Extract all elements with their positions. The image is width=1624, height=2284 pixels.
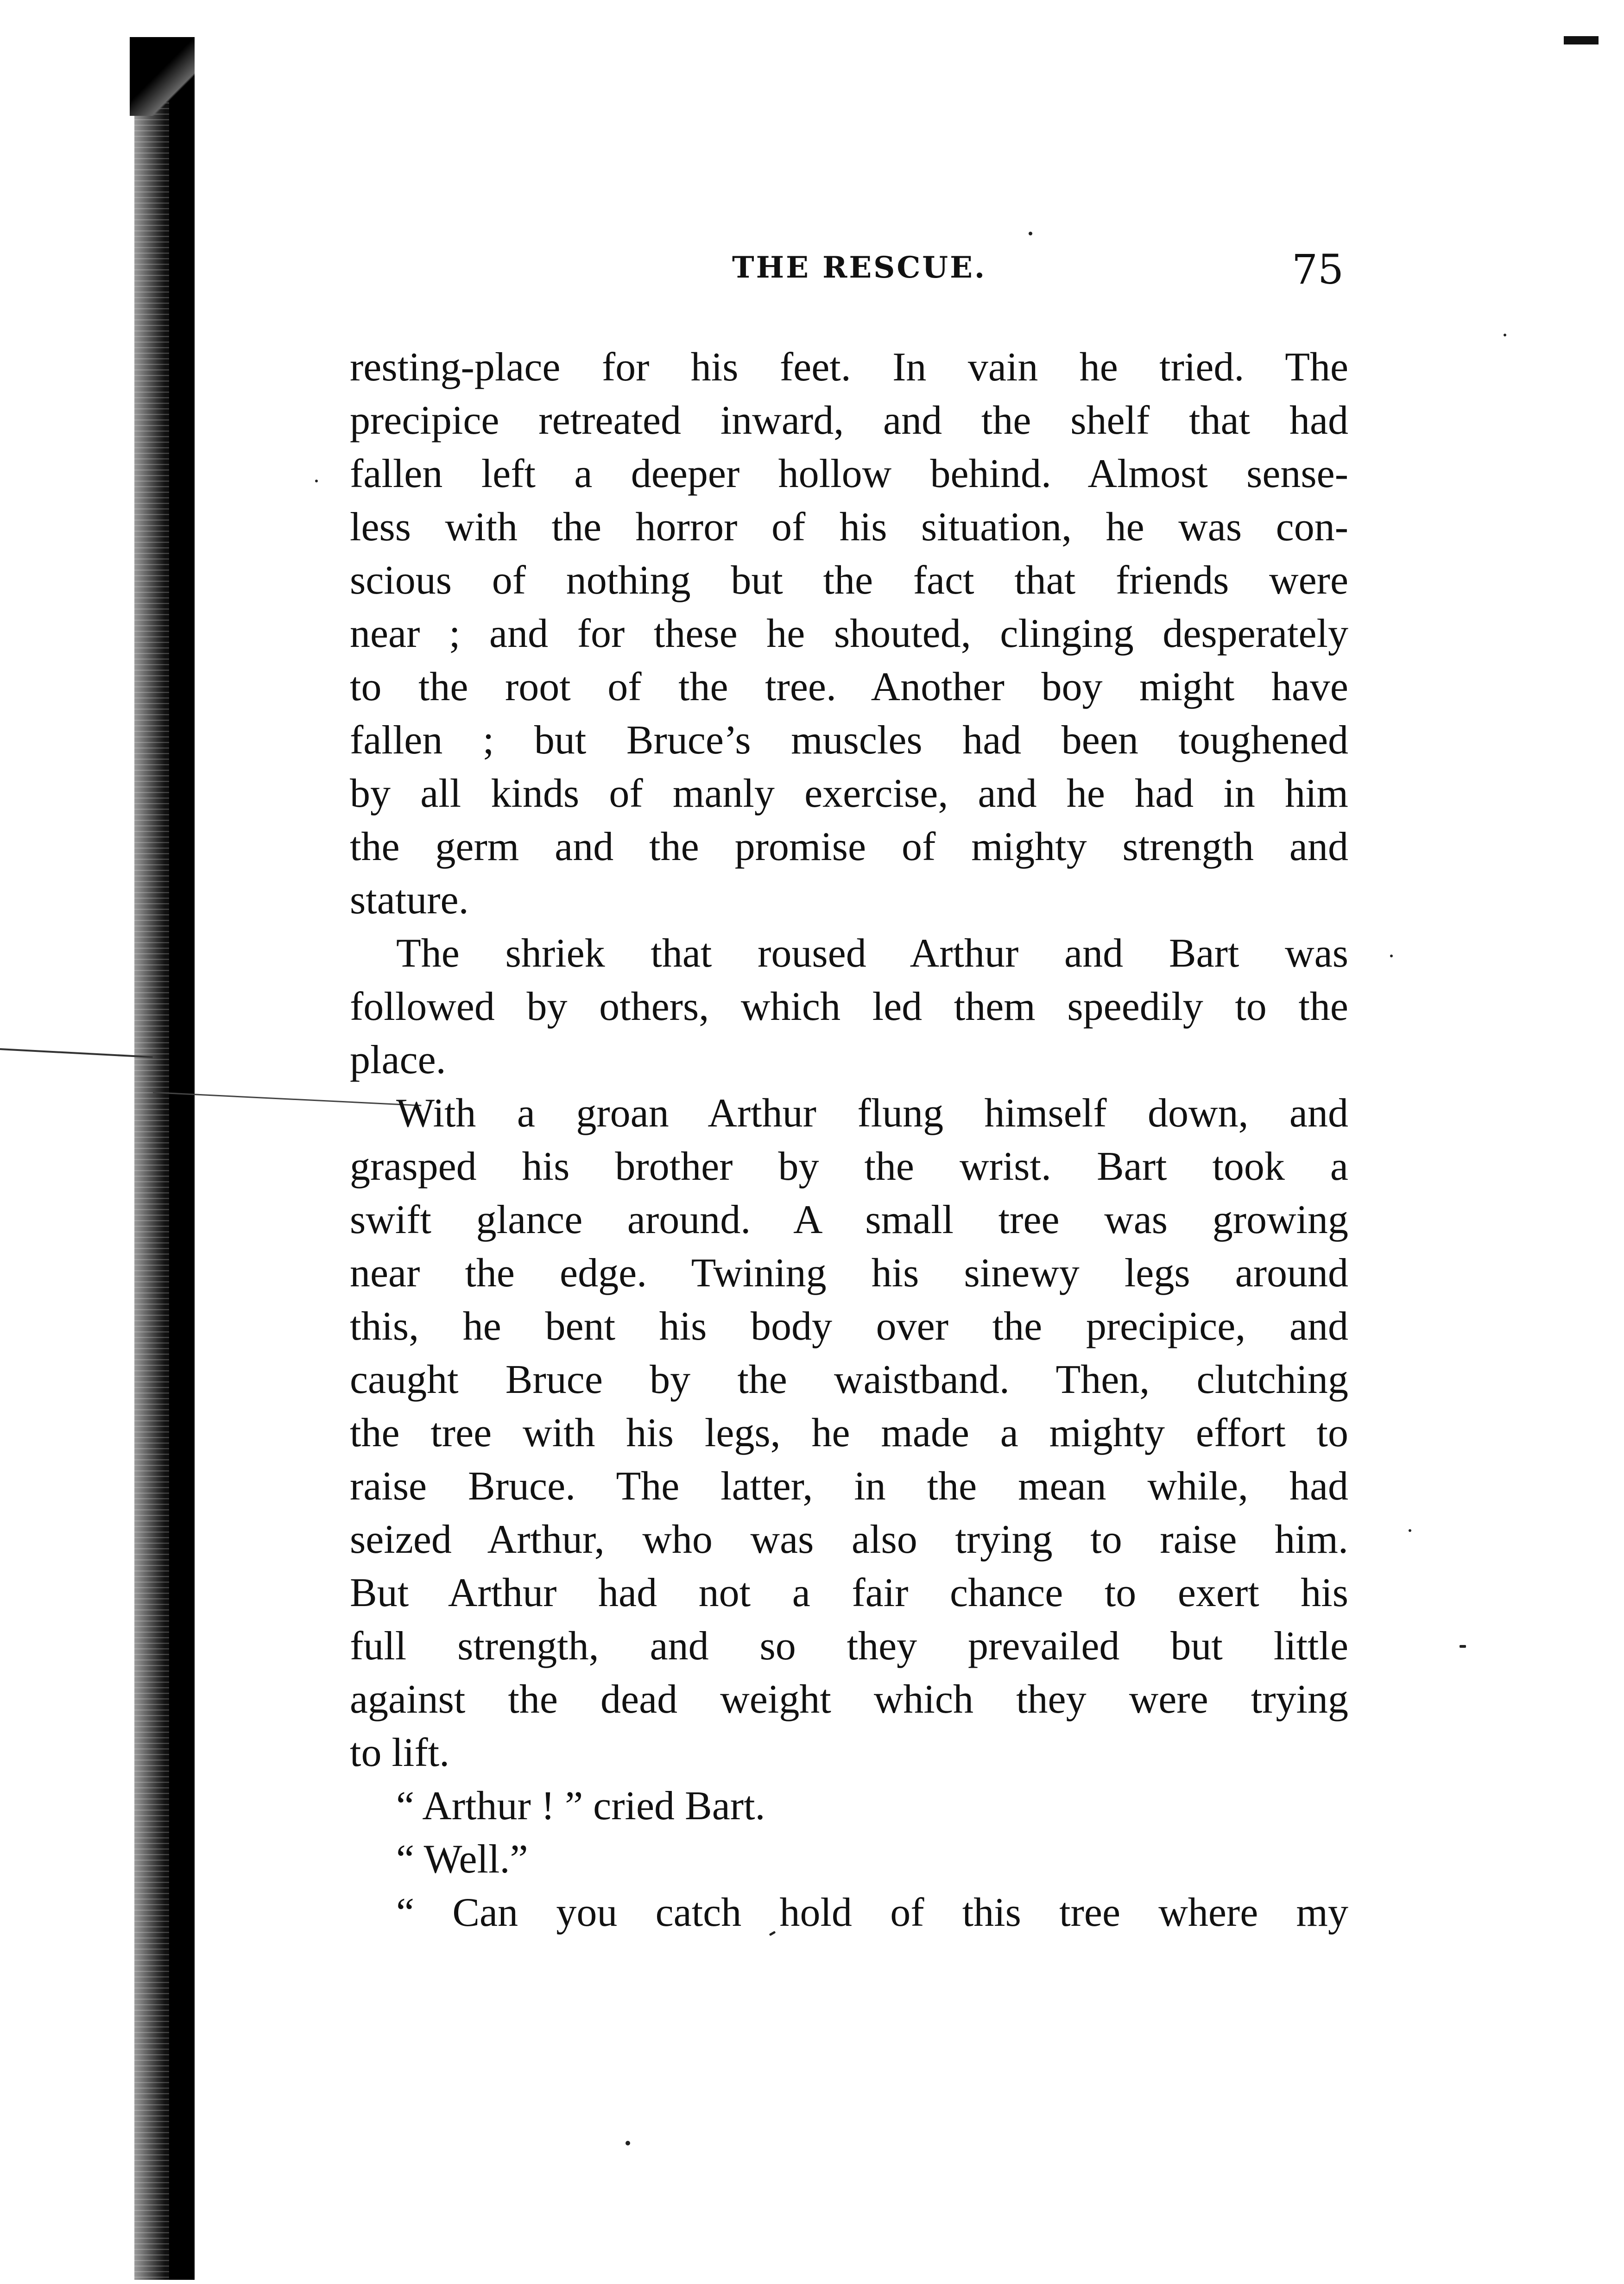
text-line: precipice retreated inward, and the shelf that had bbox=[350, 398, 1348, 443]
text-line: the germ and the promise of mighty strength and bbox=[350, 824, 1348, 869]
text-line: near the edge. Twining his sinewy legs around bbox=[350, 1251, 1348, 1296]
text-line: followed by others, which led them speedily to the bbox=[350, 984, 1348, 1029]
text-line: this, he bent his body over the precipice, and bbox=[350, 1304, 1348, 1349]
page-number: 75 bbox=[1292, 246, 1344, 293]
text-line: by all kinds of manly exercise, and he had in him bbox=[350, 771, 1348, 816]
text-line: raise Bruce. The latter, in the mean while, had bbox=[350, 1464, 1348, 1509]
text-line: place. bbox=[350, 1038, 446, 1082]
text-line: The shriek that roused Arthur and Bart was bbox=[396, 931, 1348, 976]
scan-speck bbox=[1504, 334, 1506, 336]
text-line: less with the horror of his situation, he was con- bbox=[350, 505, 1348, 550]
binding-corner bbox=[130, 37, 195, 116]
text-line: swift glance around. A small tree was growing bbox=[350, 1197, 1348, 1242]
text-line: stature. bbox=[350, 878, 469, 923]
scan-speck bbox=[315, 480, 318, 482]
chapter-title: THE RESCUE. bbox=[732, 250, 987, 285]
text-line: scious of nothing but the fact that friends were bbox=[350, 558, 1348, 603]
text-line: seized Arthur, who was also trying to raise him. bbox=[350, 1517, 1348, 1562]
scan-mark-line bbox=[0, 1048, 153, 1058]
text-line: near ; and for these he shouted, clinging desperately bbox=[350, 611, 1348, 656]
text-line: fallen left a deeper hollow behind. Almost sense- bbox=[350, 451, 1348, 496]
running-head bbox=[352, 246, 1344, 293]
text-line: the tree with his legs, he made a mighty effort to bbox=[350, 1411, 1348, 1455]
text-line: “ Arthur ! ” cried Bart. bbox=[396, 1784, 765, 1828]
text-line: caught Bruce by the waistband. Then, clutching bbox=[350, 1357, 1348, 1402]
binding-shadow bbox=[169, 37, 195, 2280]
scan-speck bbox=[1409, 1529, 1411, 1532]
text-line: grasped his brother by the wrist. Bart took a bbox=[350, 1144, 1348, 1189]
text-line: But Arthur had not a fair chance to exert his bbox=[350, 1570, 1348, 1615]
scan-speck bbox=[626, 2141, 630, 2145]
edge-mark bbox=[1564, 36, 1599, 44]
text-line: “ Can you catch hold of this tree where my bbox=[396, 1890, 1348, 1935]
text-line: resting-place for his feet. In vain he tried. The bbox=[350, 345, 1348, 390]
scan-speck bbox=[1460, 1645, 1466, 1648]
scan-speck bbox=[1029, 232, 1032, 235]
scan-speck bbox=[1390, 955, 1393, 957]
text-line: “ Well.” bbox=[396, 1837, 528, 1882]
text-line: full strength, and so they prevailed but little bbox=[350, 1624, 1348, 1669]
text-line: to the root of the tree. Another boy might have bbox=[350, 664, 1348, 709]
text-line: fallen ; but Bruce’s muscles had been toughened bbox=[350, 718, 1348, 763]
text-line: With a groan Arthur flung himself down, and bbox=[396, 1091, 1348, 1136]
text-line: against the dead weight which they were trying bbox=[350, 1677, 1348, 1722]
body-text bbox=[350, 341, 1348, 1939]
text-line: to lift. bbox=[350, 1730, 450, 1775]
